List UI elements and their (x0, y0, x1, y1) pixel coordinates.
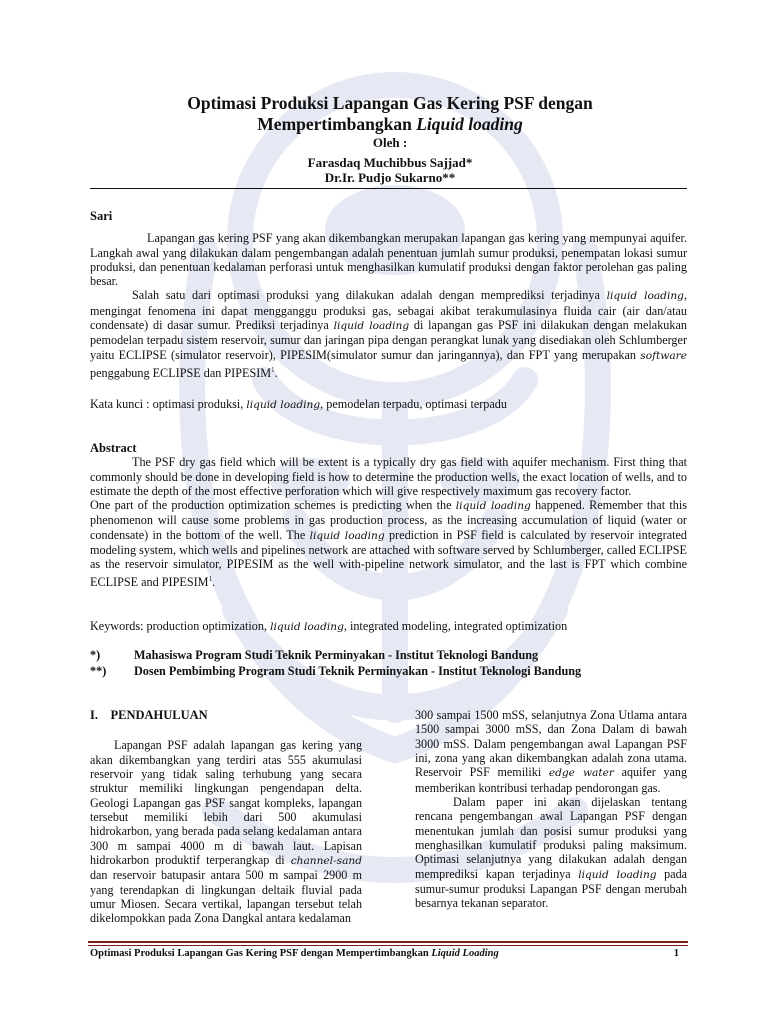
title-line-1: Optimasi Produksi Lapangan Gas Kering PSF dengan (187, 93, 593, 113)
keywords-italic: liquid loading (270, 621, 344, 633)
right-p2-text-a: Dalam paper ini akan dijelaskan tentang rencana pengembangan awal Lapangan PSF dengan menentukan jumlah dan posisi sumur produksi yang menghasilkan kumulatif produksi paling maksimum. Optimasi selanjutnya yang dilakukan adalah dengan memprediksi kapan terjadinya (415, 795, 687, 881)
note-2-mark: **) (90, 664, 107, 678)
abstract-section (90, 441, 687, 589)
sari-p2-text-b: , mengingat fenomena ini dapat mengganggu produksi gas, sebagai akibat terakumulasinya fluida cair (air dan/atau condensate) di dasar sumur. Prediksi terjadinya (90, 288, 687, 333)
right-p1-italic: edge water (548, 767, 614, 780)
abstract-p2-italic-a: liquid loading (455, 500, 531, 513)
author-2: Dr.Ir. Pudjo Sukarno** (324, 170, 456, 185)
sari-p2-text-d: penggabung ECLIPSE dan PIPESIM (90, 366, 272, 381)
kata-kunci-text-b: , pemodelan terpadu, optimasi terpadu (320, 397, 507, 411)
pendahuluan-p1-text-b: dan reservoir batupasir antara 500 m sampai 2900 m yang terendapkan di lingkungan deltaik fluvial pada umur Miosen. Secara vertikal, lapangan tersebut telah dikelompokkan pada Zona Dangkal antara kedalaman (90, 868, 362, 926)
sari-heading: Sari (90, 209, 113, 223)
sari-paragraph-1: Lapangan gas kering PSF yang akan dikembangkan merupakan lapangan gas kering yang mempunyai aquifer. Langkah awal yang dilakukan dalam pengembangan adalah penentuan jumlah sumur produksi, penempatan lokasi sumur produksi, dan penentuan kedalaman perforasi untuk menghasilkan kumulatif produksi dengan faktor perolehan gas paling besar. (90, 231, 687, 289)
footer-rule-thick (88, 941, 688, 943)
pendahuluan-p1-text-a: Lapangan PSF adalah lapangan gas kering yang akan dikembangkan yang terdiri atas 555 akumulasi reservoir yang tidak saling terhubung yang secara struktur memiliki lingkungan pengendapan delta. Geologi Lapangan gas PSF sangat kompleks, lapangan tersebut memiliki lebih dari 500 akumulasi hidrokarbon, yang berada pada selang kedalaman antara 300 m sampai 4000 m di bawah laut. Lapisan hidrokarbon produktif terperangkap di (90, 738, 362, 868)
title-line-2-italic: Liquid loading (416, 114, 523, 134)
kata-kunci-italic: liquid loading (246, 399, 321, 411)
right-p2-text-b: pada sumur-sumur produksi Lapangan PSF dengan merubah besarnya tekanan separator. (415, 866, 687, 911)
keywords (90, 619, 687, 634)
title-divider (90, 188, 687, 189)
abstract-p2-italic-b: liquid loading (309, 529, 385, 542)
keywords-text-b: , integrated modeling, integrated optimization (343, 619, 568, 633)
keywords-text-a: Keywords: production optimization, (90, 619, 271, 633)
sari-p2-text-c: di lapangan gas PSF ini dilakukan dengan melakukan pemodelan terpadu sistem reservoir, sumur dan jaringan pipa dengan perangkat lunak yang disediakan oleh Schlumberger yaitu ECLIPSE (simulator reservoir), PIPESIM(simulator sumur dan jaringannya), dan FPT yang merupakan (90, 318, 687, 362)
abstract-p2-text-b: happened. Remember that this phenomenon will cause some problems in gas production process, as the increasing accumulation of liquid (water or condensate) in the bottom of the well. The (90, 498, 687, 542)
abstract-p2-text-c: prediction in PSF field is calculated by reservoir integrated modeling system, which wells and pipelines network are attached with software served by Schlumberger, called ECLIPSE as the reservoir simulator, PIPESIM as the well with-pipeline network simulator, and the last is FPT which combine ECLIPSE and PIPESIM (90, 527, 688, 589)
abstract-p2-text-a: One part of the production optimization schemes is predicting when the (90, 498, 456, 513)
abstract-paragraph-2 (90, 498, 687, 589)
kata-kunci (90, 397, 687, 412)
kata-kunci-text-a: Kata kunci : optimasi produksi, (90, 397, 247, 411)
left-column (90, 708, 362, 926)
author-list (90, 155, 690, 185)
footer-rule-thin (88, 945, 688, 946)
pendahuluan-p1-italic: channel-sand (290, 855, 362, 868)
title-line-2-text: Mempertimbangkan (257, 114, 417, 134)
right-paragraph-2 (415, 795, 687, 911)
note-1-mark: *) (90, 648, 101, 662)
title-line-2 (90, 114, 690, 135)
sari-footnote-ref: 1 (271, 365, 275, 374)
sari-p2-italic-a: liquid loading (606, 290, 684, 303)
note-1-text: Mahasiswa Program Studi Teknik Perminyakan - Institut Teknologi Bandung (134, 648, 539, 662)
sari-p2-text-a: Salah satu dari optimasi produksi yang dilakukan adalah dengan memprediksi terjadinya (132, 288, 607, 303)
sari-paragraph-2 (90, 288, 687, 380)
sari-p2-italic-c: software (640, 349, 687, 362)
paper-title (90, 93, 690, 135)
author-1: Farasdaq Muchibbus Sajjad* (307, 155, 473, 170)
abstract-p2-end: . (212, 574, 216, 589)
right-p1-text-a: 300 sampai 1500 mSS, selanjutnya Zona Utlama antara 1500 sampai 3000 mSS, dan Zona Dalam di bawah 3000 mSS. Dalam pengembangan awal Lapangan PSF ini, zona yang akan dikembangkan adalah zona utama. Reservoir PSF memiliki (415, 708, 687, 780)
sari-section (90, 209, 687, 380)
abstract-heading: Abstract (90, 441, 137, 455)
note-2-text: Dosen Pembimbing Program Studi Teknik Perminyakan - Institut Teknologi Bandung (134, 664, 582, 678)
abstract-paragraph-1: The PSF dry gas field which will be extent is a typically dry gas field with aquifer mechanism. First thing that commonly should be done in developing field is how to determine the production wells, the exact location of wells, and to estimate the depth of the most effective perforation which will give respectively maximum gas recovery factor. (90, 455, 687, 498)
pendahuluan-paragraph-1 (90, 738, 362, 925)
right-column (415, 708, 687, 911)
sari-p2-end: . (274, 366, 278, 381)
sari-p2-italic-b: liquid loading (333, 320, 410, 333)
section-heading-pendahuluan: I. PENDAHULUAN (90, 708, 208, 722)
oleh-label: Oleh : (372, 135, 408, 150)
right-paragraph-1 (415, 708, 687, 795)
page-number: 1 (673, 948, 679, 959)
running-footer (90, 948, 687, 959)
right-p1-text-b: aquifer yang memberikan kontribusi terhadap pendorongan gas. (415, 765, 687, 795)
footer-title-italic: Liquid Loading (431, 948, 499, 959)
right-p2-italic: liquid loading (578, 868, 657, 881)
abstract-footnote-ref: 1 (208, 574, 213, 583)
footer-title-text: Optimasi Produksi Lapangan Gas Kering PSF dengan Mempertimbangkan (90, 948, 432, 959)
